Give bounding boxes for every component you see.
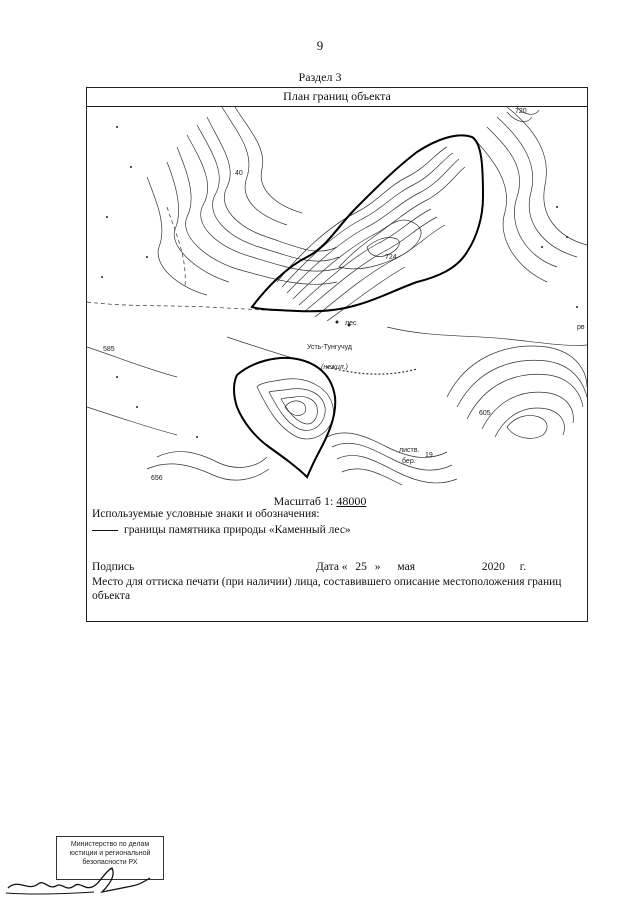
legend-heading: Используемые условные знаки и обозначения: [92, 508, 320, 520]
stamp-line-2: юстиции и региональной [69, 850, 151, 857]
stamp-line-3: безопасности РХ [82, 859, 138, 866]
map-label-village: Усть-Тунгучуд [307, 344, 352, 351]
signature-label: Подпись [92, 561, 135, 573]
legend-item-label: границы памятника природы «Каменный лес» [124, 524, 351, 536]
map-label-720: 720 [515, 108, 527, 115]
plan-title: План границ объекта [86, 87, 588, 107]
scale-row [0, 494, 640, 509]
date-field [316, 561, 526, 573]
date-year: 2020 [481, 561, 505, 573]
map-label-724: 724 [385, 254, 397, 261]
section-title: Раздел 3 [298, 70, 342, 84]
scale-value: 48000 [336, 494, 367, 508]
date-close: » [374, 561, 381, 573]
map-label-forest: лес [345, 320, 357, 327]
boundary-line-symbol [92, 530, 118, 531]
scale-label: Масштаб 1: [273, 494, 334, 508]
topographic-map [87, 107, 587, 494]
date-prefix: Дата « [316, 561, 348, 573]
map-label-edge: рв [577, 324, 585, 331]
stamp-note: Место для оттиска печати (при наличии) лица, составившего описание местоположения границ объекта [92, 576, 562, 602]
page-number: 9 [316, 38, 324, 53]
map-label-656: 656 [151, 475, 163, 482]
map-label-uninhabited: (нежил.) [321, 364, 348, 371]
date-month: мая [397, 561, 416, 573]
map-label-40: 40 [235, 170, 243, 177]
map-label-leaf-forest: листв. [399, 447, 420, 454]
legend-item-boundary [92, 524, 351, 536]
map-label-585: 585 [103, 346, 115, 353]
map-label-birch: бер. [402, 458, 416, 465]
handwritten-signature [4, 862, 154, 902]
date-day: 25 [355, 561, 367, 573]
date-year-suffix: г. [519, 561, 527, 573]
map-label-605: 605 [479, 410, 491, 417]
stamp-line-1: Министерство по делам [70, 841, 150, 848]
map-label-19: 19 [425, 452, 433, 459]
contour-lines [87, 107, 587, 485]
